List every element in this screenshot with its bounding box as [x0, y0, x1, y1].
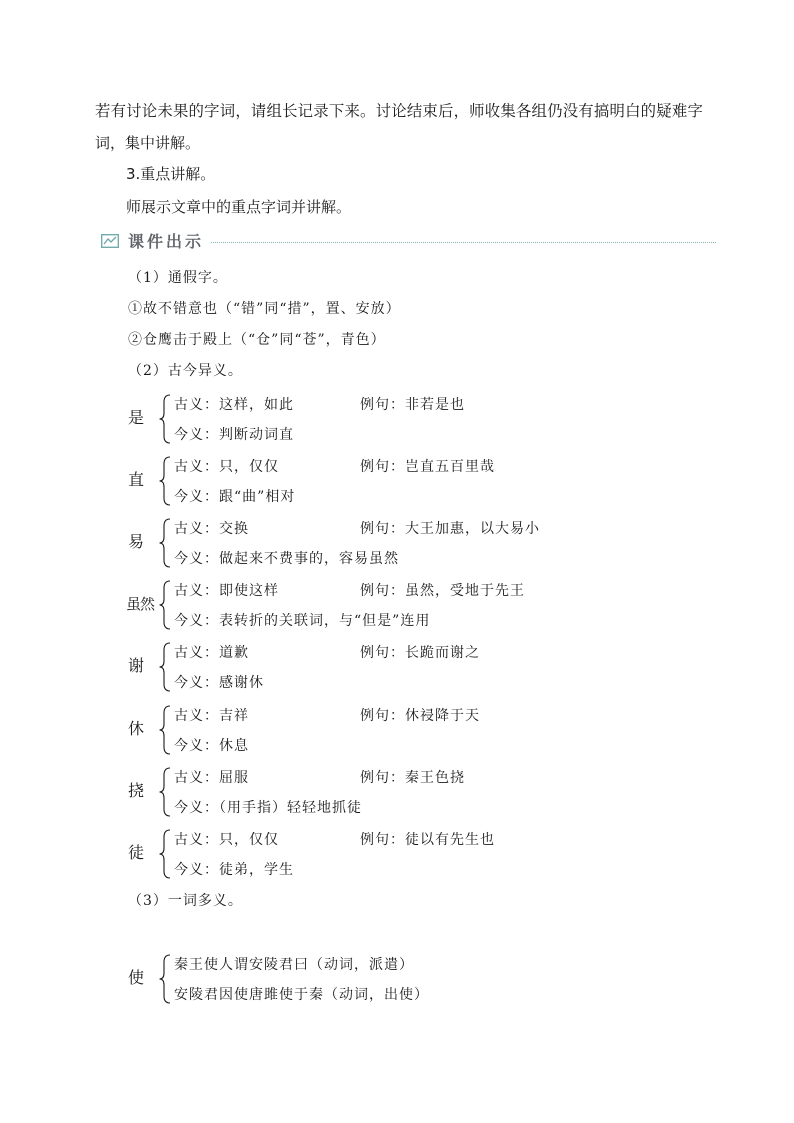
duoyi-heading: （3）一词多义。 — [128, 893, 243, 909]
ancient-meaning: 古义：只，仅仅 — [174, 459, 279, 475]
chart-icon — [101, 234, 119, 248]
intro-paragraph-line1: 若有讨论未果的字词，请组长记录下来。讨论结束后，师收集各组仍没有搞明白的疑难字 — [95, 102, 704, 120]
tongjia-heading: （1）通假字。 — [128, 270, 228, 286]
gujin-entry — [128, 704, 588, 756]
ancient-meaning: 古义：这样，如此 — [174, 397, 294, 413]
entry-word: 是 — [128, 408, 145, 427]
example-sentence: 例句：大王加惠，以大易小 — [360, 521, 540, 537]
dotted-divider — [211, 242, 716, 243]
tongjia-item-1: ①故不错意也（“错”同“措”，置、安放） — [128, 301, 401, 317]
brace-icon — [159, 829, 171, 879]
modern-meaning: 今义：做起来不费事的，容易虽然 — [174, 551, 399, 567]
modern-meaning: 今义：跟“曲”相对 — [174, 489, 296, 505]
entry-word: 休 — [128, 719, 145, 738]
brace-icon — [159, 767, 171, 817]
ancient-meaning: 古义：交换 — [174, 521, 249, 537]
modern-meaning: 今义：感谢休 — [174, 675, 264, 691]
section-title: 课件出示 — [128, 232, 205, 251]
gujin-entry — [128, 641, 588, 693]
entry-word: 使 — [128, 968, 145, 987]
intro-paragraph-line2: 词，集中讲解。 — [95, 134, 201, 152]
gujin-entry — [128, 393, 588, 445]
entry-word: 谢 — [128, 656, 145, 675]
example-sentence: 例句：秦王色挠 — [360, 770, 465, 786]
brace-icon — [159, 642, 171, 692]
example-sentence: 例句：岂直五百里哉 — [360, 459, 495, 475]
ancient-meaning: 古义：道歉 — [174, 645, 249, 661]
modern-meaning: 今义：（用手指）轻轻地抓徒 — [174, 800, 362, 816]
gujin-entry — [128, 579, 588, 631]
ancient-meaning: 古义：吉祥 — [174, 708, 249, 724]
example-sentence: 例句：非若是也 — [360, 397, 465, 413]
usage-sentence-1: 秦王使人谓安陵君曰（动词，派遣） — [174, 957, 414, 973]
brace-icon — [159, 456, 171, 506]
example-sentence: 例句：虽然，受地于先王 — [360, 583, 525, 599]
section-header — [101, 231, 716, 253]
usage-sentence-2: 安陵君因使唐雎使于秦（动词，出使） — [174, 987, 429, 1003]
gujin-heading: （2）古今异义。 — [128, 363, 243, 379]
example-sentence: 例句：休祲降于天 — [360, 708, 480, 724]
gujin-entry — [128, 766, 588, 818]
entry-word: 徒 — [128, 843, 145, 862]
duoyi-entry — [128, 953, 588, 1005]
brace-icon — [159, 580, 171, 630]
brace-icon — [159, 394, 171, 444]
ancient-meaning: 古义：即使这样 — [174, 583, 279, 599]
example-sentence: 例句：长跪而谢之 — [360, 645, 480, 661]
brace-icon — [159, 518, 171, 568]
example-sentence: 例句：徒以有先生也 — [360, 832, 495, 848]
modern-meaning: 今义：表转折的关联词，与“但是”连用 — [174, 613, 431, 629]
entry-word: 直 — [128, 470, 145, 489]
entry-word: 易 — [128, 532, 145, 551]
teacher-instruction: 师展示文章中的重点字词并讲解。 — [126, 198, 352, 216]
modern-meaning: 今义：休息 — [174, 738, 249, 754]
brace-icon — [159, 954, 171, 1004]
entry-word: 虽然 — [126, 595, 155, 613]
gujin-entry — [128, 517, 588, 569]
brace-icon — [159, 705, 171, 755]
ancient-meaning: 古义：只，仅仅 — [174, 832, 279, 848]
ancient-meaning: 古义：屈服 — [174, 770, 249, 786]
modern-meaning: 今义：徒弟，学生 — [174, 862, 294, 878]
step-heading: 3.重点讲解。 — [126, 165, 216, 183]
entry-word: 挠 — [128, 781, 145, 800]
gujin-entry — [128, 455, 588, 507]
tongjia-item-2: ②仓鹰击于殿上（“仓”同“苍”，青色） — [128, 332, 386, 348]
gujin-entry — [128, 828, 588, 880]
modern-meaning: 今义：判断动词直 — [174, 427, 294, 443]
